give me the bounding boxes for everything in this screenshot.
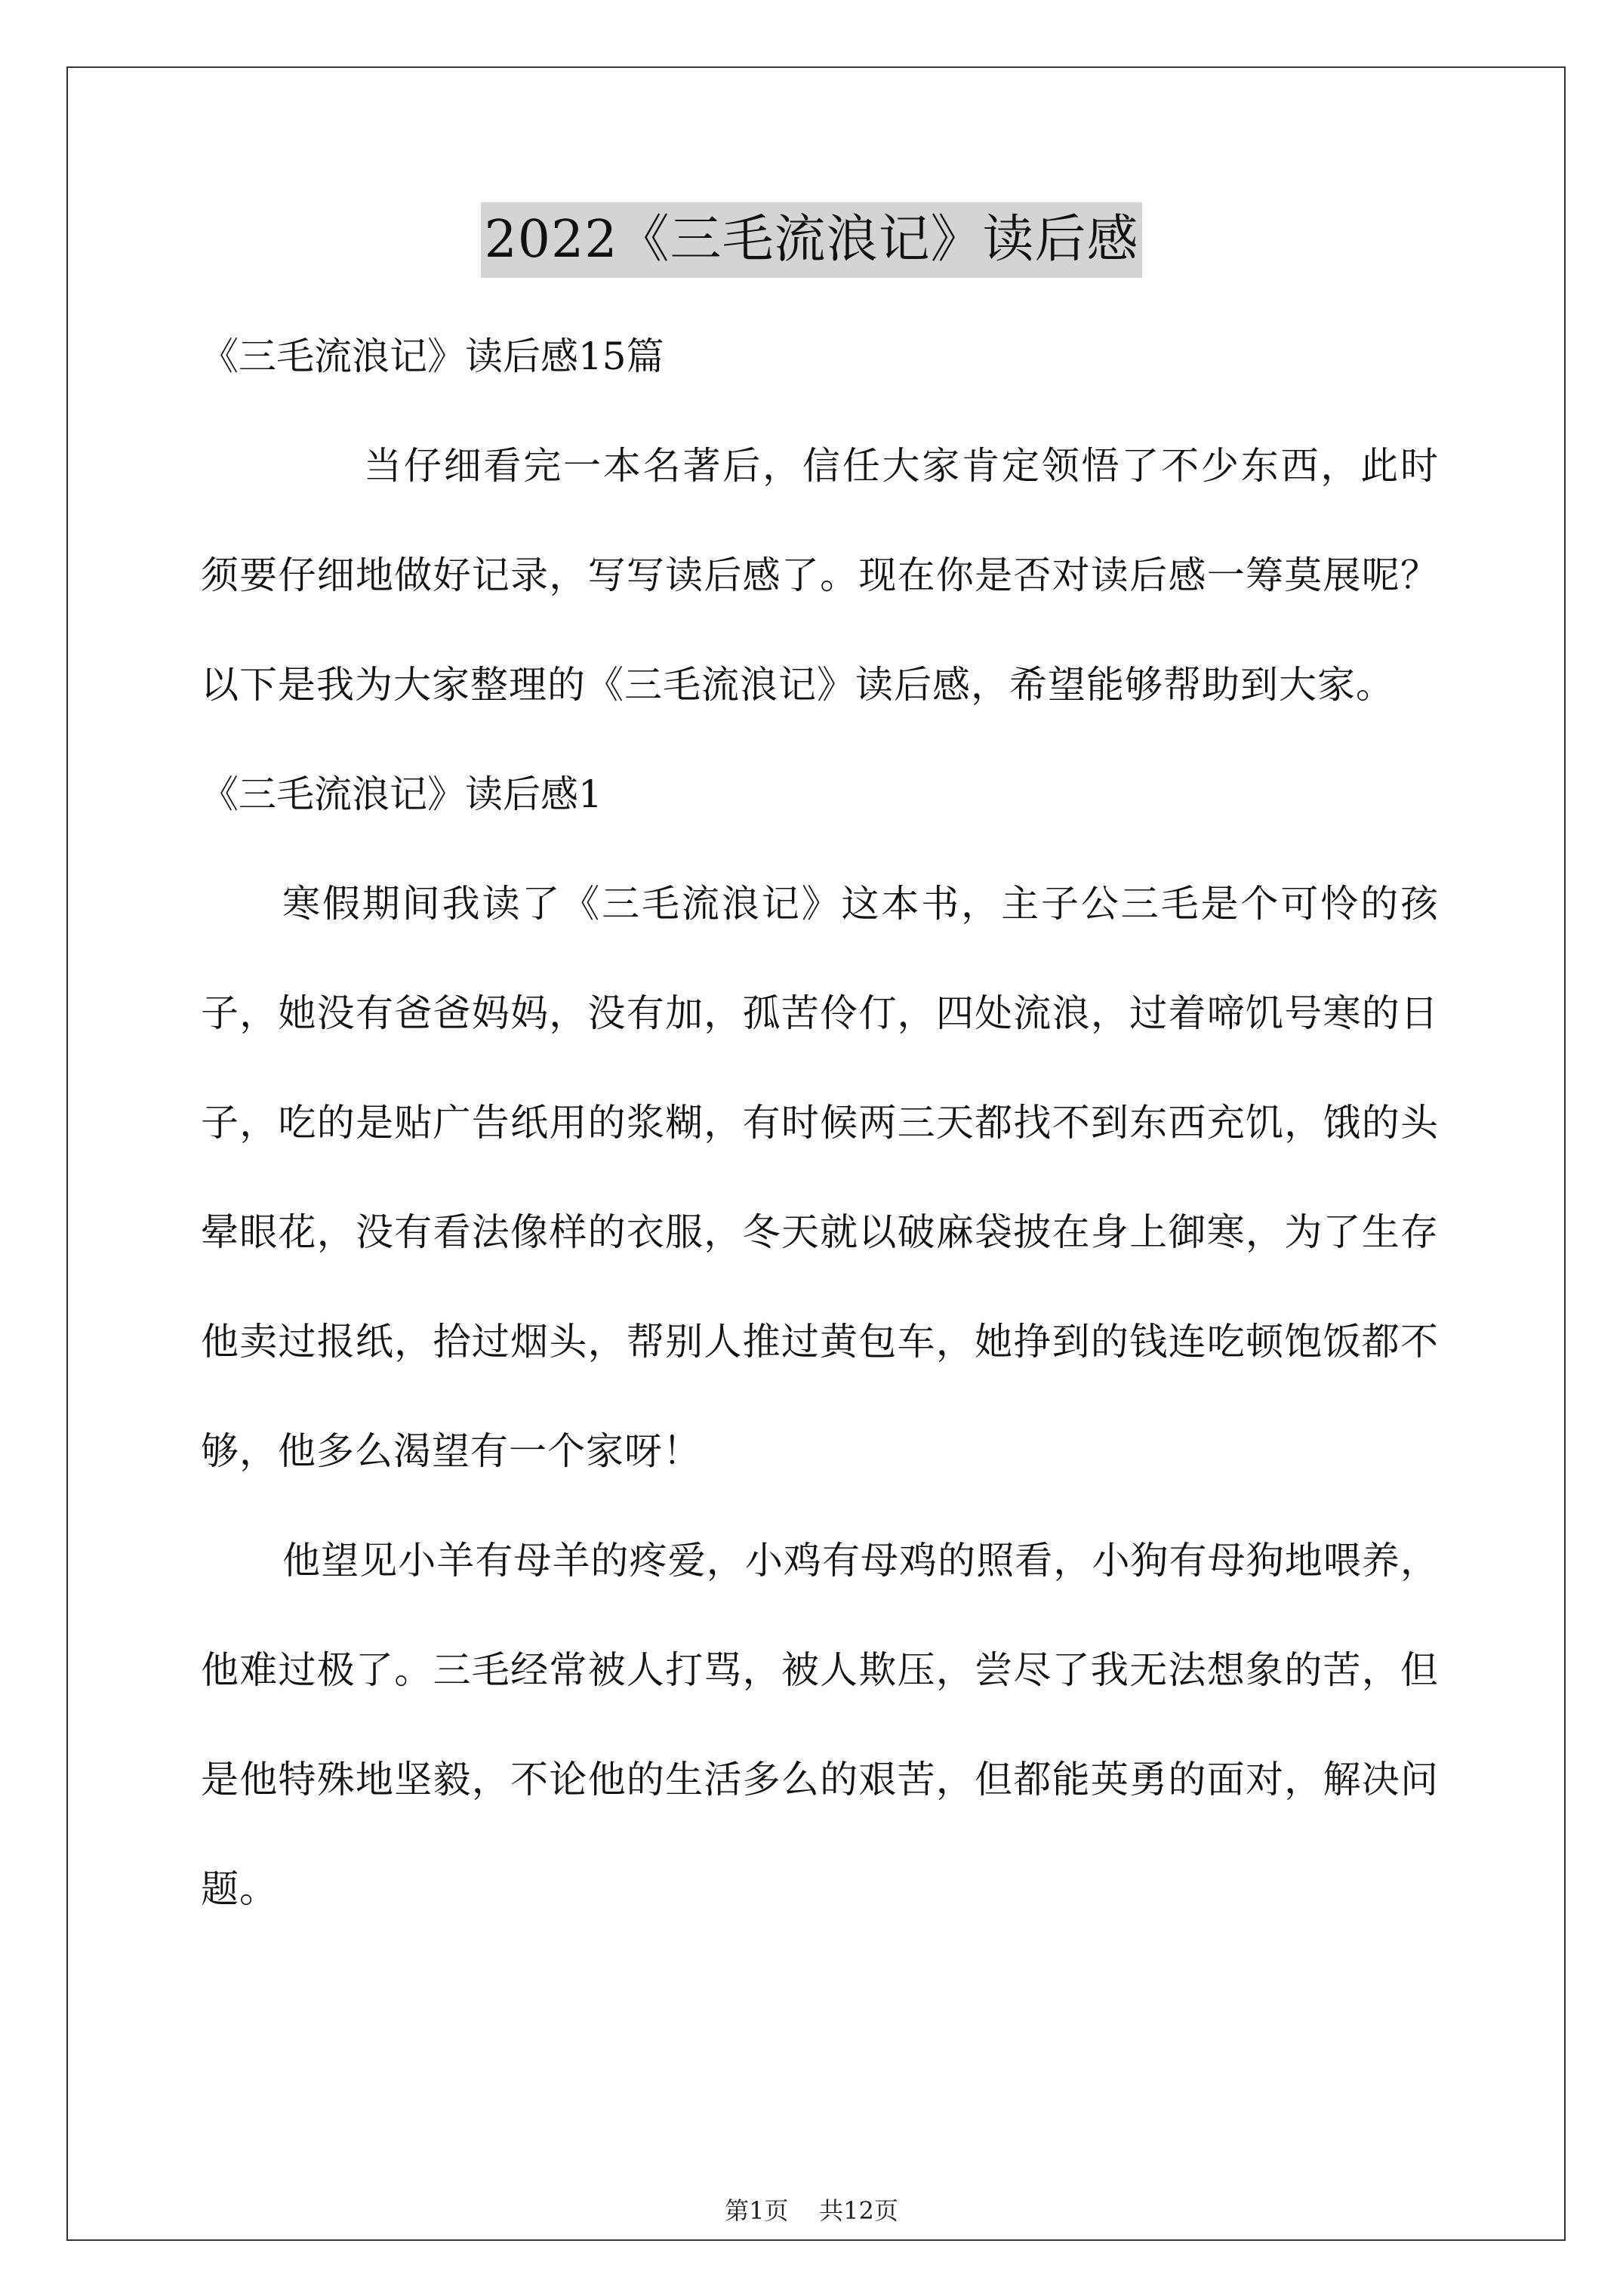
- subtitle: 《三毛流浪记》读后感15篇: [201, 334, 664, 378]
- page-number: 第1页: [725, 2196, 789, 2225]
- body-paragraph-2: 他望见小羊有母羊的疼爱，小鸡有母鸡的照看，小狗有母狗地喂养，他难过极了。三毛经常被人打骂，被人欺压，尝尽了我无法想象的苦，但是他特殊地坚毅，不论他的生活多么的艰苦，但都能英勇的面对，解决问题。: [201, 1539, 1439, 1911]
- body-paragraph-1: 寒假期间我读了《三毛流浪记》这本书，主子公三毛是个可怜的孩子，她没有爸爸妈妈，没有加，孤苦伶仃，四处流浪，过着啼饥号寒的日子，吃的是贴广告纸用的浆糊，有时候两三天都找不到东西充饥，饿的头晕眼花，没有看法像样的衣服，冬天就以破麻袋披在身上御寒，为了生存他卖过报纸，拾过烟头，帮别人推过黄包车，她挣到的钱连吃顿饱饭都不够，他多么渴望有一个家呀！: [201, 882, 1439, 1473]
- section-heading: 《三毛流浪记》读后感1: [201, 772, 602, 816]
- page-footer: [0, 2196, 1623, 2226]
- page-total: 共12页: [819, 2196, 898, 2225]
- document-title: 2022《三毛流浪记》读后感: [481, 202, 1141, 278]
- intro-paragraph: 当仔细看完一本名著后，信任大家肯定领悟了不少东西，此时须要仔细地做好记录，写写读后感了。现在你是否对读后感一筹莫展呢？以下是我为大家整理的《三毛流浪记》读后感，希望能够帮助到大家。: [201, 444, 1439, 707]
- title-block: [0, 202, 1623, 278]
- document-body: [201, 302, 1439, 1944]
